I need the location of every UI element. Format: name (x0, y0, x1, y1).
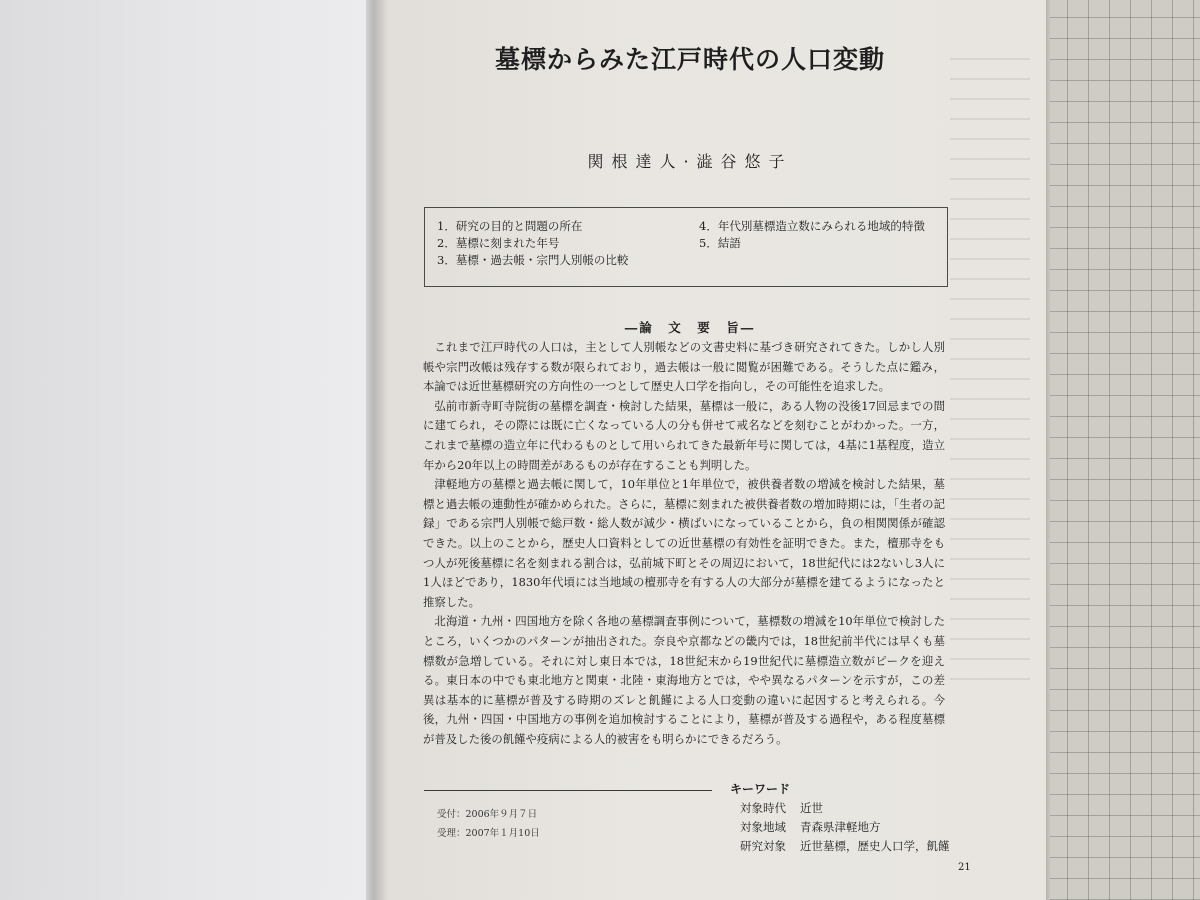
keyword-value: 近世 (800, 801, 823, 815)
keyword-label: 対象地域 (740, 820, 786, 834)
toc-left-column (437, 218, 628, 269)
abstract-body (423, 338, 945, 749)
received-dates (437, 805, 540, 843)
received-date: 受付：2006年９月７日 (437, 809, 538, 820)
page-shadow (378, 0, 388, 900)
left-blank-page (0, 0, 372, 900)
show-through-text (950, 40, 1030, 680)
toc-item: 3．墓標・過去帳・宗門人別帳の比較 (437, 253, 629, 267)
accepted-date: 受理：2007年１月10日 (437, 828, 540, 839)
toc-item: 5．結語 (699, 236, 741, 250)
paper-authors: 関根達人·澁谷悠子 (587, 152, 793, 171)
keywords-heading: キーワード (730, 782, 791, 796)
keyword-row (740, 837, 950, 856)
abstract-heading: ―論 文 要 旨― (624, 320, 756, 335)
toc-item: 1．研究の目的と問題の所在 (437, 219, 583, 233)
toc-right-column (699, 218, 925, 252)
paper-title: 墓標からみた江戸時代の人口変動 (494, 45, 885, 74)
footer-rule (424, 790, 712, 791)
toc-item: 4．年代別墓標造立数にみられる地域的特徴 (699, 219, 925, 233)
keyword-value: 青森県津軽地方 (800, 820, 881, 834)
abstract-paragraph: 津軽地方の墓標と過去帳に関して，10年単位と1年単位で，被供養者数の増減を検討した結果，墓標と過去帳の連動性が確かめられた。さらに，墓標に刻まれた被供養者数の増加時期には，「生者の記録」である宗門人別帳で総戸数・総人数が減少・横ばいになっていることから，負の相関関係が確認できた。以上のことから，歴史人口資料としての近世墓標の有効性を証明できた。また，檀那寺をもつ人が死後墓標に名を刻まれる割合は，弘前城下町とその周辺において，18世紀代には2ないし3人に1人ほどであり，1830年代頃には当地域の檀那寺を有する人の大部分が墓標を建てるようになったと推察した。 (423, 477, 945, 609)
abstract-paragraph: 北海道・九州・四国地方を除く各地の墓標調査事例について，墓標数の増減を10年単位で検討したところ，いくつかのパターンが抽出された。奈良や京都などの畿内では，18世紀前半代には早くも墓標数が急増している。それに対し東日本では，18世紀末から19世紀代に墓標造立数がピークを迎える。東日本の中でも東北地方と関東・北陸・東海地方とでは，やや異なるパターンを示すが，この差異は基本的に墓標が普及する時期のズレと飢饉による人口変動の違いに起因すると考えられる。今後，九州・四国・中国地方の事例を追加検討することにより，墓標が普及する過程や，ある程度墓標が普及した後の飢饉や疫病による人的被害をも明らかにできるだろう。 (423, 614, 945, 746)
keyword-value: 近世墓標，歴史人口学，飢饉 (800, 839, 950, 853)
keyword-label: 対象時代 (740, 801, 786, 815)
page-number: 21 (958, 862, 971, 873)
background-grid-page (1046, 0, 1200, 900)
toc-item: 2．墓標に刻まれた年号 (437, 236, 560, 250)
abstract-paragraph: 弘前市新寺町寺院街の墓標を調査・検討した結果，墓標は一般に，ある人物の没後17回忌までの間に建てられ，その際には既に亡くなっている人の分も併せて戒名などを刻むことがわかった。一方，これまで墓標の造立年に代わるものとして用いられてきた最新年号に関しては，4基に1基程度，造立年から20年以上の時間差があるものが存在することも判明した。 (423, 398, 945, 472)
keyword-row (740, 818, 950, 837)
keywords-list (740, 799, 950, 856)
abstract-paragraph: これまで江戸時代の人口は，主として人別帳などの文書史料に基づき研究されてきた。しかし人別帳や宗門改帳は残存する数が限られており，過去帳は一般に閲覧が困難である。そうした点に鑑み，本論では近世墓標研究の方向性の一つとして歴史人口学を指向し，その可能性を追求した。 (423, 340, 945, 394)
table-of-contents-box (424, 207, 948, 287)
keyword-label: 研究対象 (740, 839, 786, 853)
keyword-row (740, 799, 950, 818)
